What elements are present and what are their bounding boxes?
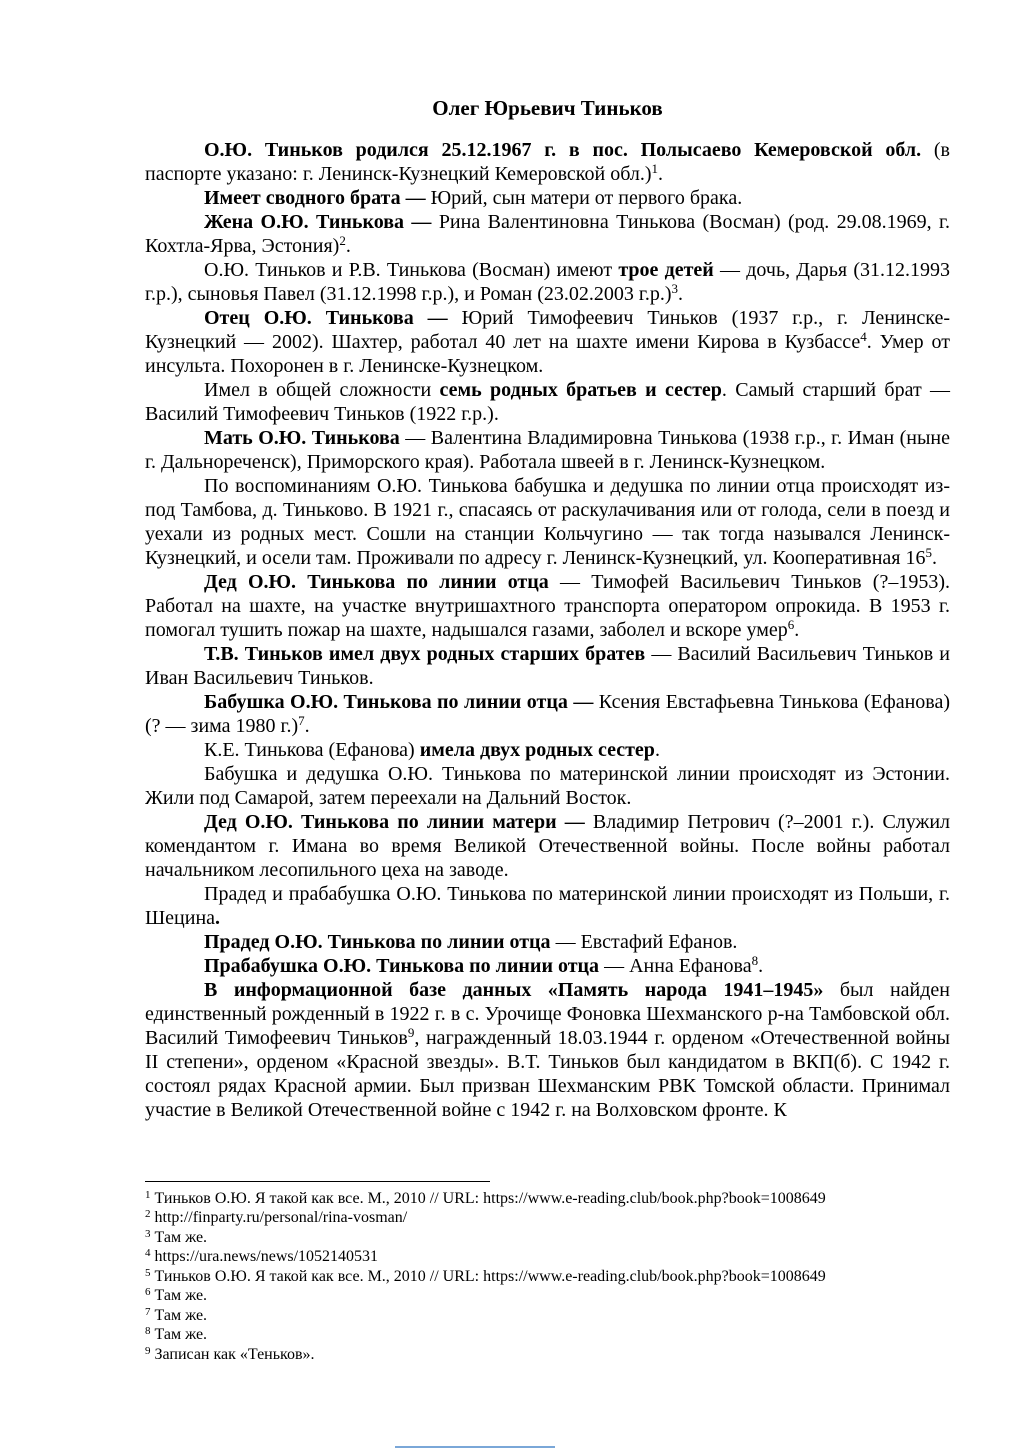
footnote-reference: 5 [925,545,932,560]
text-segment: Т.В. Тиньков имел двух родных старших братев [204,643,652,665]
paragraph [145,474,950,570]
paragraph [145,210,950,258]
footnotes [145,1189,950,1365]
text-segment: был найден единственный рожденный в 1922 г. в с. Урочище Фоновка Шехманского р-на Тамбовской обл. Василий Тимофеевич Тиньков [145,979,950,1049]
footnote-text: Там же. [150,1326,208,1343]
footnote-number: 2 [145,1208,151,1220]
paragraph [145,954,950,978]
paragraph [145,762,950,810]
footnote-number: 7 [145,1305,151,1318]
text-segment: По воспоминаниям О.Ю. Тинькова бабушка и дедушка по линии отца происходят из-под Тамбова, д. Тиньково. В 1921 г., спасаясь от раскулачивания или от голода, сели в поезд и уехали из родных мест. Сошли на станции Кольчугино — так тогда назывался Ленинск-Кузнецкий, и осели там. Проживали по адресу г. Ленинск-Кузнецкий, ул. Кооперативная 16 [145,475,950,569]
text-segment: Прадед и прабабушка О.Ю. Тинькова по материнской линии происходят из Польши, г. Шецина [145,883,950,929]
text-segment: Рина Валентиновна Тинькова (Восман) (род. 29.08.1969, г. Кохтла-Ярва, Эстония) [145,211,951,257]
text-segment: . [345,235,351,257]
text-segment: . Умер от инсульта. Похоронен в г. Ленинске-Кузнецком. [145,331,950,377]
footnote [145,1345,950,1365]
paragraph [145,258,950,306]
text-segment: (в паспорте указано: г. Ленинск-Кузнецкий Кемеровской обл.) [145,139,950,185]
footnote [145,1208,950,1228]
text-segment: . [215,907,221,929]
paragraph [145,810,950,882]
text-segment: Бабушка О.Ю. Тинькова по линии отца — [204,691,599,713]
footnote-text: Там же. [150,1228,208,1246]
text-segment: Отец О.Ю. Тинькова — [204,307,462,329]
footnote [145,1267,950,1287]
footnote [145,1286,950,1306]
footnote-number: 8 [145,1325,151,1337]
footnote [145,1306,950,1326]
footnote-text: Тиньков О.Ю. Я такой как все. М., 2010 // URL: https://www.e-reading.club/book.php?book=1008649 [150,1189,826,1207]
text-segment: . [304,715,310,737]
footnote-separator [145,1181,490,1182]
paragraph [145,138,950,186]
text-segment: Юрий, сын матери от первого брака. [430,187,743,209]
text-segment: . [654,739,660,761]
text-segment: — Василий Васильевич Тиньков и Иван Васильевич Тиньков. [145,643,950,689]
paragraph [145,930,950,954]
text-segment: О.Ю. Тиньков родился 25.12.1967 г. в пос. Полысаево Кемеровской обл. [204,139,934,161]
text-segment: Ксения Евстафьевна Тинькова (Ефанова) (? — зима 1980 г.) [145,691,951,737]
text-segment: . [658,163,664,185]
text-segment: , награжденный 18.03.1944 г. орденом «Отечественной войны II степени», орденом «Красной звезды». В.Т. Тиньков был кандидатом в ВКП(б). С 1942 г. состоял рядах Красной армии. Был призван Шехманским РВК Томской области. Принимал участие в Великой Отечественной войне с 1942 г. на Волховском фронте. К [145,1027,950,1121]
text-segment: Дед О.Ю. Тинькова по линии матери — [204,811,593,833]
text-segment: трое детей [618,259,714,281]
footnote-area [145,1181,950,1365]
text-segment: . Самый старший брат — Василий Тимофеевич Тиньков (1922 г.р.). [145,379,951,425]
text-segment: Прадед О.Ю. Тинькова по линии отца [204,931,556,953]
text-segment: семь родных братьев и сестер [439,379,722,401]
paragraph [145,642,950,690]
text-segment: — Валентина Владимировна Тинькова (1938 г.р., г. Иман (ныне г. Дальнореченск), Приморского края). Работала швеей в г. Ленинск-Кузнецком. [145,427,950,473]
document-title: Олег Юрьевич Тиньков [432,96,663,120]
text-segment: Юрий Тимофеевич Тиньков (1937 г.р., г. Ленинске-Кузнецкий — 2002). Шахтер, работал 40 лет на шахте имени Кирова в Кузбассе [145,307,951,353]
text-segment: Прабабушка О.Ю. Тинькова по линии отца [204,955,605,977]
text-segment: Мать О.Ю. Тинькова [204,427,406,449]
footnote-reference: 3 [671,281,678,296]
footnote-reference: 9 [407,1025,415,1040]
text-segment: . [931,547,937,569]
text-segment: Дед О.Ю. Тинькова по линии отца [204,571,560,593]
text-segment: . [794,619,800,641]
footnote [145,1325,950,1345]
text-segment: — Евстафий Ефанов. [555,931,738,953]
text-segment: О.Ю. Тиньков и Р.В. Тинькова (Восман) имеют [204,259,619,281]
paragraph [145,306,950,378]
paragraph [145,978,950,1122]
text-segment: Жена О.Ю. Тинькова — [204,211,439,233]
footnote-number: 5 [145,1266,151,1279]
footnote-number: 6 [145,1286,151,1298]
text-segment: К.Е. Тинькова (Ефанова) [204,739,420,761]
footnote-reference: 6 [787,617,795,632]
footnote [145,1189,950,1209]
footnote-number: 3 [145,1227,151,1240]
footnote-reference: 8 [751,953,759,968]
footnote-text: Записан как «Теньков». [150,1345,315,1363]
paragraph [145,378,950,426]
paragraph [145,570,950,642]
text-segment: Имеет сводного брата — [204,187,431,209]
text-segment: Бабушка и дедушка О.Ю. Тинькова по материнской линии происходят из Эстонии. Жили под Самарой, затем переехали на Дальний Восток. [145,763,950,809]
text-segment: — Анна Ефанова [604,955,752,977]
paragraph [145,738,950,762]
footnote-reference: 7 [298,713,305,728]
footnote-number: 9 [145,1344,151,1357]
footnote-text: http://finparty.ru/personal/rina-vosman/ [150,1209,408,1226]
paragraph [145,186,950,210]
footnote [145,1247,950,1267]
paragraph [145,426,950,474]
footnote-reference: 4 [860,329,867,344]
footnote-text: Там же. [150,1306,208,1324]
text-segment: . [758,955,764,977]
footnote-number: 1 [145,1188,151,1201]
footnote [145,1228,950,1248]
text-segment: . [677,283,683,305]
text-segment: имела двух родных сестер [419,739,655,761]
paragraph [145,690,950,738]
footnote-text: https://ura.news/news/1052140531 [150,1248,379,1265]
footnote-text: Там же. [150,1287,208,1304]
text-segment: Имел в общей сложности [204,379,440,401]
body-paragraphs [145,138,950,1122]
text-segment: В информационной базе данных «Память народа 1941–1945» [204,979,840,1001]
text-segment: — дочь, Дарья (31.12.1993 г.р.), сыновья Павел (31.12.1998 г.р.), и Роман (23.02.2003 г.р.) [145,259,950,305]
paragraph [145,882,950,930]
footnote-number: 4 [145,1247,151,1259]
text-segment: — Тимофей Васильевич Тиньков (?–1953). Работал на шахте, на участке внутришахтного транспорта оператором опрокида. В 1953 г. помогал тушить пожар на шахте, надышался газами, заболел и вскоре умер [145,571,951,641]
footnote-text: Тиньков О.Ю. Я такой как все. М., 2010 // URL: https://www.e-reading.club/book.php?book=1008649 [150,1267,826,1285]
footnote-reference: 1 [651,161,659,176]
footnote-reference: 2 [339,233,346,248]
text-segment: Владимир Петрович (?–2001 г.). Служил комендантом г. Имана во время Великой Отечественной войны. После войны работал начальником лесопильного цеха на заводе. [145,811,950,881]
